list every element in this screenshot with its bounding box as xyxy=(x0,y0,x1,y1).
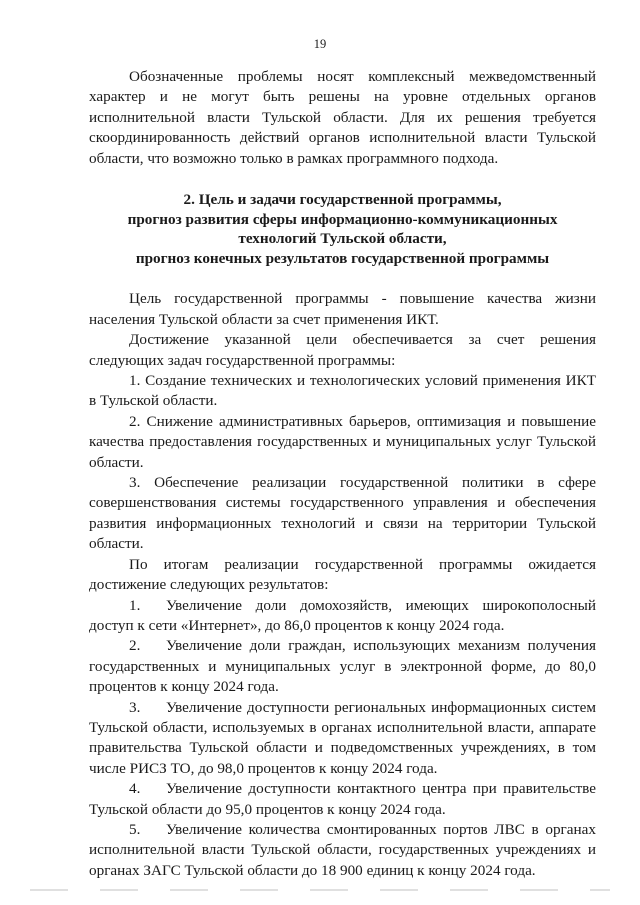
result-item xyxy=(89,636,596,697)
tasks-intro-paragraph: Достижение указанной цели обеспечивается за счет решения следующих задач государственной программы: xyxy=(89,331,596,369)
page-number: 19 xyxy=(313,37,327,51)
intro-paragraph: Обозначенные проблемы носят комплексный межведомственный характер и не могут быть решены на уровне отдельных органов исполнительной власти Тульской области. Для их решения требуется скоординированность действий органов исполнительной власти Тульской области, что возможно только в рамках программного подхода. xyxy=(89,68,596,167)
heading-line-1: 2. Цель и задачи государственной программы, xyxy=(183,191,502,209)
result-item xyxy=(89,596,596,637)
result-item xyxy=(89,820,596,881)
heading-line-4: прогноз конечных результатов государственной программы xyxy=(135,249,550,267)
results-intro-paragraph: По итогам реализации государственной программы ожидается достижение следующих результатов: xyxy=(89,555,596,594)
result-number: 4. xyxy=(129,780,141,798)
result-number: 5. xyxy=(129,820,141,838)
result-number: 2. xyxy=(129,637,141,655)
result-text: Увеличение доли граждан, использующих механизм получения государственных и муниципальных услуг в электронной форме, до 80,0 процентов к концу 2024 года. xyxy=(89,637,596,696)
task-item: 2. Снижение административных барьеров, оптимизация и повышение качества предоставления государственных и муниципальных услуг Тульской области. xyxy=(89,412,596,471)
heading-line-2: прогноз развития сферы информационно-коммуникационных xyxy=(127,210,558,228)
task-item: 3. Обеспечение реализации государственной политики в сфере совершенствования системы государственного управления и обеспечения развития информационных технологий и связи на территории Тульской области. xyxy=(89,474,596,553)
section-heading xyxy=(89,190,596,268)
heading-line-3: технологий Тульской области, xyxy=(238,230,447,248)
result-text: Увеличение доступности региональных информационных систем Тульской области, используемых в органах исполнительной власти, аппарате правительства Тульской области и подведомственных учреждениях, в том числе РИСЗ ТО, до 98,0 процентов к концу 2024 года. xyxy=(89,698,596,777)
result-text: Увеличение доступности контактного центра при правительстве Тульской области до 95,0 процентов к концу 2024 года. xyxy=(89,780,596,818)
scan-artifact-line xyxy=(30,889,610,891)
result-item xyxy=(89,779,596,820)
result-text: Увеличение доли домохозяйств, имеющих широкополосный доступ к сети «Интернет», до 86,0 процентов к концу 2024 года. xyxy=(89,596,596,634)
result-number: 3. xyxy=(129,698,141,716)
document-body xyxy=(89,67,596,881)
result-text: Увеличение количества смонтированных портов ЛВС в органах исполнительной власти Тульской области, государственных учреждениях и органах ЗАГС Тульской области до 18 900 единиц к концу 2024 года. xyxy=(89,820,596,879)
goal-paragraph: Цель государственной программы - повышение качества жизни населения Тульской области за счет применения ИКТ. xyxy=(89,290,596,328)
result-number: 1. xyxy=(129,596,141,614)
result-item xyxy=(89,698,596,780)
task-item: 1. Создание технических и технологических условий применения ИКТ в Тульской области. xyxy=(89,372,596,410)
